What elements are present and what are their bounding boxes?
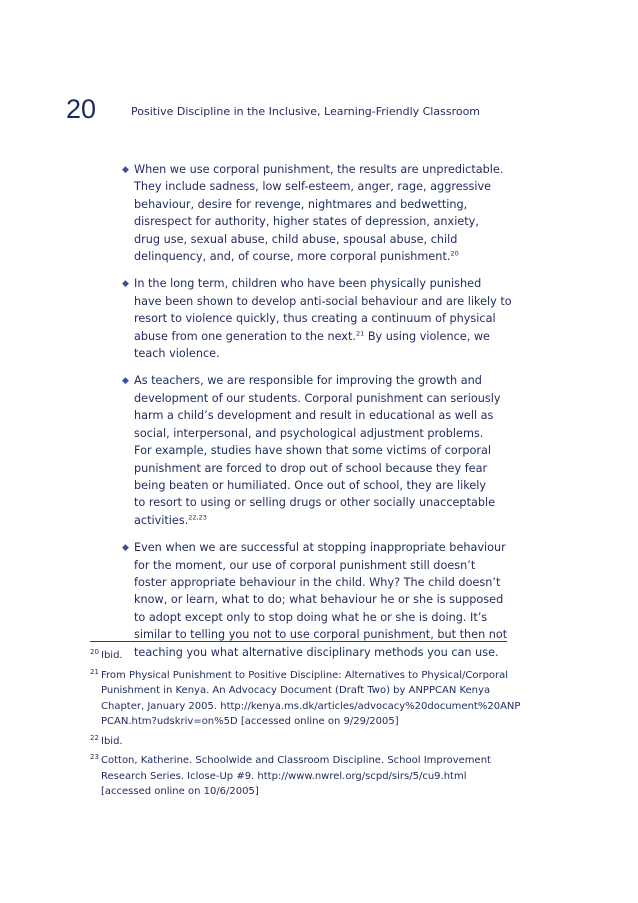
diamond-bullet-icon: ◆: [122, 279, 129, 290]
footnote-reference-separator: ,: [196, 512, 199, 521]
footnote-21: [90, 668, 530, 730]
bullet-item-3: [121, 372, 521, 529]
bullet-line: They include sadness, low self-esteem, anger, rage, aggressive: [134, 180, 492, 194]
bullet-line: behaviour, desire for revenge, nightmares and bedwetting,: [134, 197, 468, 211]
bullet-line-text: abuse from one generation to the next.: [134, 329, 356, 343]
bullet-line: punishment are forced to drop out of school because they fear: [134, 461, 488, 475]
diamond-bullet-icon: ◆: [122, 165, 129, 175]
bullet-line: harm a child’s development and result in educational as well as: [134, 409, 494, 423]
footnote-line: PCAN.htm?udskriv=on%5D [accessed online on 9/29/2005]: [101, 716, 399, 727]
bullet-line: teach violence.: [134, 347, 220, 361]
footnote-number: 20: [90, 648, 99, 656]
bullet-line: know, or learn, what to do; what behaviour he or she is supposed: [134, 593, 504, 607]
footnote-line: Research Series. Iclose-Up #9. http://www.nwrel.org/scpd/sirs/5/cu9.html: [101, 770, 467, 782]
bullet-line: disrespect for authority, higher states of depression, anxiety,: [134, 215, 479, 229]
bullet-line: similar to telling you not to use corporal punishment, but then not: [134, 628, 508, 642]
footnote-number: 22: [90, 733, 99, 742]
footnote-23: [90, 753, 530, 800]
footnote-line: From Physical Punishment to Positive Discipline: Alternatives to Physical/Corporal: [101, 669, 509, 681]
footnote-reference: 21: [355, 328, 365, 337]
footnote-line: Punishment in Kenya. An Advocacy Document (Draft Two) by ANPPCAN Kenya: [101, 685, 491, 696]
bullet-line: to resort to using or selling drugs or other socially unacceptable: [134, 496, 496, 510]
bullet-line: For example, studies have shown that some victims of corporal: [134, 444, 492, 458]
footnote-reference: 23: [198, 512, 207, 521]
bullet-line: development of our students. Corporal punishment can seriously: [134, 391, 501, 405]
footnote-number: 21: [90, 667, 99, 676]
footnote-reference: 20: [450, 249, 459, 258]
bullet-line: foster appropriate behaviour in the child. Why? The child doesn’t: [134, 575, 501, 589]
bullet-line: In the long term, children who have been physically punished: [134, 277, 482, 291]
footnote-separator: [90, 641, 507, 642]
diamond-bullet-icon: ◆: [122, 543, 129, 554]
bullet-line: teaching you what alternative disciplinary methods you can use.: [134, 645, 499, 659]
bullet-line-text: activities.: [134, 513, 189, 527]
footnote-line: Chapter, January 2005. http://kenya.ms.dk/articles/advocacy%20document%20ANP: [101, 700, 521, 712]
bullet-line: [134, 512, 521, 529]
bullet-item-2: [121, 275, 521, 362]
diamond-bullet-icon: ◆: [122, 376, 129, 387]
bullet-line: to adopt except only to stop doing what he or she is doing. It’s: [134, 610, 488, 624]
bullet-line: social, interpersonal, and psychological adjustment problems.: [134, 426, 484, 440]
bullet-item-4: [121, 539, 521, 661]
footnotes: [90, 648, 530, 804]
bullet-line: drug use, sexual abuse, child abuse, spousal abuse, child: [134, 232, 458, 246]
bullet-line: being beaten or humiliated. Once out of school, they are likely: [134, 478, 487, 492]
footnote-line: Ibid.: [101, 735, 123, 747]
running-title: Positive Discipline in the Inclusive, Learning-Friendly Classroom: [131, 105, 481, 118]
bullet-item-1: [121, 161, 521, 265]
bullet-line: When we use corporal punishment, the results are unpredictable.: [134, 163, 504, 176]
bullet-line-text: delinquency, and, of course, more corporal punishment.: [134, 250, 451, 264]
footnote-number: 23: [90, 753, 99, 761]
footnote-22: [90, 734, 530, 750]
footnote-line: Ibid.: [101, 650, 123, 661]
footnote-line: [accessed online on 10/6/2005]: [101, 786, 259, 797]
bullet-list: [121, 161, 521, 661]
page-number: 20: [66, 94, 97, 124]
bullet-line: [134, 248, 521, 265]
bullet-line: have been shown to develop anti-social behaviour and are likely to: [134, 294, 512, 308]
footnote-20: [90, 648, 530, 664]
bullet-line-tail: By using violence, we: [364, 329, 490, 343]
bullet-line: resort to violence quickly, thus creating a continuum of physical: [134, 312, 496, 326]
footnote-line: Cotton, Katherine. Schoolwide and Classroom Discipline. School Improvement: [101, 755, 491, 766]
bullet-line: [134, 328, 521, 345]
bullet-line: Even when we are successful at stopping inappropriate behaviour: [134, 541, 506, 555]
bullet-line: for the moment, our use of corporal punishment still doesn’t: [134, 558, 476, 572]
footnote-reference: 22: [188, 512, 197, 521]
bullet-line: As teachers, we are responsible for improving the growth and: [134, 374, 482, 388]
